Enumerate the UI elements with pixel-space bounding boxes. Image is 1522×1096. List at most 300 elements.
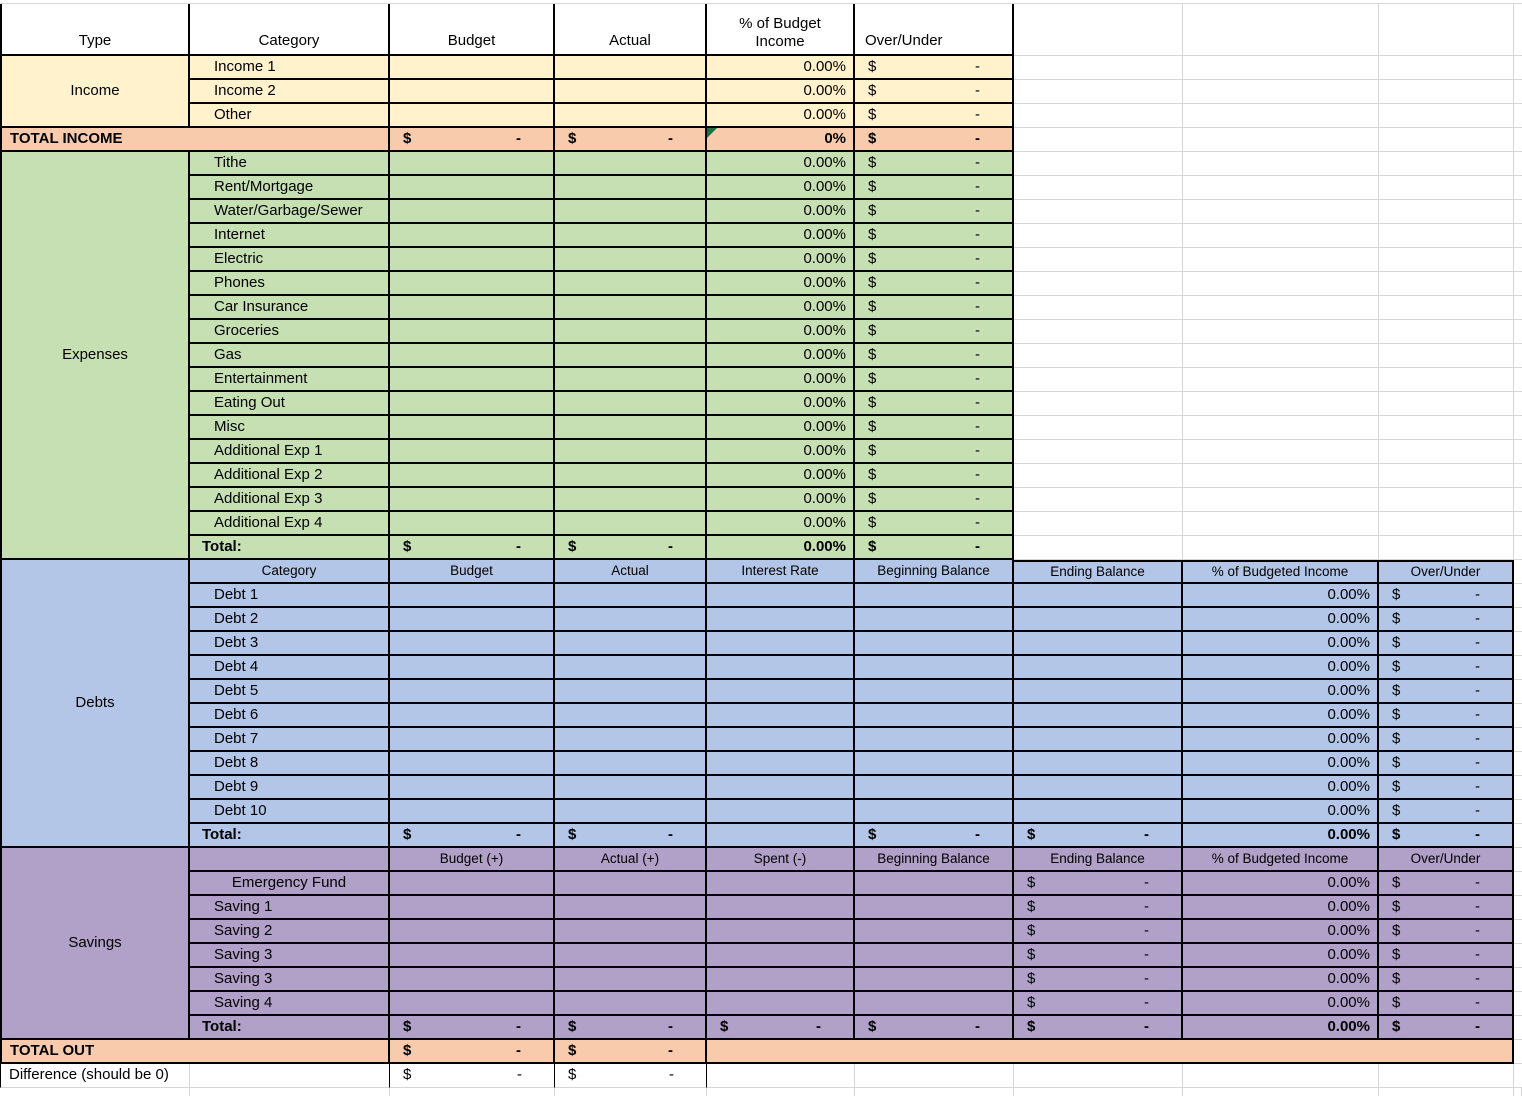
row-entertainment-label[interactable]: Entertainment: [190, 368, 390, 392]
empty-cell[interactable]: [190, 1088, 390, 1096]
row-debt-3-pct[interactable]: 0.00%: [1183, 632, 1379, 656]
row-debt-4-pct[interactable]: 0.00%: [1183, 656, 1379, 680]
row-other-label[interactable]: Other: [190, 104, 390, 128]
debts-header-budget[interactable]: Budget: [390, 560, 555, 584]
row-saving-3-cell[interactable]: [707, 968, 855, 992]
empty-cell[interactable]: [1183, 1064, 1379, 1088]
row-debt-2-cell[interactable]: [707, 608, 855, 632]
empty-cell[interactable]: [1183, 440, 1379, 464]
row-debt-8-cell[interactable]: [390, 752, 555, 776]
row-saving-4-label[interactable]: Saving 4: [190, 992, 390, 1016]
row-additional-exp-3-pct[interactable]: 0.00%: [707, 488, 855, 512]
row-additional-exp-1-pct[interactable]: 0.00%: [707, 440, 855, 464]
savings-total-value[interactable]: [1014, 1016, 1183, 1040]
empty-cell[interactable]: [1514, 176, 1522, 200]
empty-cell[interactable]: [1183, 368, 1379, 392]
row-debt-8-cell[interactable]: [1014, 752, 1183, 776]
row-phones-label[interactable]: Phones: [190, 272, 390, 296]
row-debt-10-over-under[interactable]: [1379, 800, 1514, 824]
empty-cell[interactable]: [1014, 488, 1183, 512]
debts-total-over-under[interactable]: [1379, 824, 1514, 848]
row-emergency-fund-label[interactable]: Emergency Fund: [190, 872, 390, 896]
empty-cell[interactable]: [707, 1064, 855, 1088]
row-debt-2-over-under[interactable]: [1379, 608, 1514, 632]
empty-cell[interactable]: [1514, 656, 1522, 680]
row-debt-1-cell[interactable]: [707, 584, 855, 608]
empty-cell[interactable]: [1014, 200, 1183, 224]
total-income-label[interactable]: TOTAL INCOME: [0, 128, 390, 152]
row-income-1-budget[interactable]: [390, 56, 555, 80]
row-additional-exp-2-over-under[interactable]: [855, 464, 1014, 488]
savings-header-of-budgeted-income[interactable]: % of Budgeted Income: [1183, 848, 1379, 872]
row-debt-4-cell[interactable]: [555, 656, 707, 680]
empty-cell[interactable]: [1183, 1088, 1379, 1096]
row-tithe-actual[interactable]: [555, 152, 707, 176]
empty-cell[interactable]: [1183, 104, 1379, 128]
row-electric-over-under[interactable]: [855, 248, 1014, 272]
row-debt-3-cell[interactable]: [390, 632, 555, 656]
empty-cell[interactable]: [1514, 4, 1522, 56]
debts-header-beginning-balance[interactable]: Beginning Balance: [855, 560, 1014, 584]
row-tithe-over-under[interactable]: [855, 152, 1014, 176]
row-misc-over-under[interactable]: [855, 416, 1014, 440]
row-saving-3-label[interactable]: Saving 3: [190, 968, 390, 992]
row-saving-4-ending-balance[interactable]: [1014, 992, 1183, 1016]
empty-cell[interactable]: [1379, 248, 1514, 272]
empty-cell[interactable]: [1014, 104, 1183, 128]
empty-cell[interactable]: [1514, 824, 1522, 848]
row-car-insurance-pct[interactable]: 0.00%: [707, 296, 855, 320]
empty-cell[interactable]: [1014, 1088, 1183, 1096]
row-debt-10-label[interactable]: Debt 10: [190, 800, 390, 824]
row-saving-3-label[interactable]: Saving 3: [190, 944, 390, 968]
row-income-1-pct[interactable]: 0.00%: [707, 56, 855, 80]
empty-cell[interactable]: [1183, 4, 1379, 56]
empty-cell[interactable]: [1514, 488, 1522, 512]
empty-cell[interactable]: [1379, 1088, 1514, 1096]
row-misc-actual[interactable]: [555, 416, 707, 440]
row-debt-7-cell[interactable]: [707, 728, 855, 752]
empty-cell[interactable]: [1514, 152, 1522, 176]
savings-header-spent[interactable]: Spent (-): [707, 848, 855, 872]
total-income-actual[interactable]: [555, 128, 707, 152]
row-saving-2-label[interactable]: Saving 2: [190, 920, 390, 944]
row-debt-4-cell[interactable]: [707, 656, 855, 680]
row-saving-3-cell[interactable]: [707, 944, 855, 968]
empty-cell[interactable]: [1183, 512, 1379, 536]
empty-cell[interactable]: [1379, 56, 1514, 80]
empty-cell[interactable]: [1379, 368, 1514, 392]
empty-cell[interactable]: [1183, 272, 1379, 296]
row-saving-2-cell[interactable]: [707, 920, 855, 944]
section-debts-label[interactable]: Debts: [0, 560, 190, 848]
row-internet-pct[interactable]: 0.00%: [707, 224, 855, 248]
debts-header-ending-balance[interactable]: Ending Balance: [1014, 560, 1183, 584]
row-saving-4-pct[interactable]: 0.00%: [1183, 992, 1379, 1016]
empty-cell[interactable]: [1379, 416, 1514, 440]
row-debt-6-over-under[interactable]: [1379, 704, 1514, 728]
empty-cell[interactable]: [1514, 464, 1522, 488]
empty-cell[interactable]: [1183, 392, 1379, 416]
empty-cell[interactable]: [1014, 152, 1183, 176]
empty-cell[interactable]: [1183, 248, 1379, 272]
empty-cell[interactable]: [1183, 488, 1379, 512]
row-income-2-budget[interactable]: [390, 80, 555, 104]
row-debt-10-cell[interactable]: [390, 800, 555, 824]
row-debt-7-cell[interactable]: [555, 728, 707, 752]
row-saving-1-pct[interactable]: 0.00%: [1183, 896, 1379, 920]
header-budget[interactable]: Budget: [390, 4, 555, 56]
row-debt-1-label[interactable]: Debt 1: [190, 584, 390, 608]
savings-total-value[interactable]: [390, 1016, 555, 1040]
row-misc-pct[interactable]: 0.00%: [707, 416, 855, 440]
row-entertainment-actual[interactable]: [555, 368, 707, 392]
total-out-actual[interactable]: [555, 1040, 707, 1064]
empty-cell[interactable]: [1514, 992, 1522, 1016]
empty-cell[interactable]: [1514, 536, 1522, 560]
empty-cell[interactable]: [1183, 224, 1379, 248]
expenses-total-actual[interactable]: [555, 536, 707, 560]
row-debt-7-pct[interactable]: 0.00%: [1183, 728, 1379, 752]
header-actual[interactable]: Actual: [555, 4, 707, 56]
row-debt-10-cell[interactable]: [855, 800, 1014, 824]
row-groceries-label[interactable]: Groceries: [190, 320, 390, 344]
row-debt-8-cell[interactable]: [707, 752, 855, 776]
empty-cell[interactable]: [1379, 512, 1514, 536]
empty-cell[interactable]: [1514, 1088, 1522, 1096]
empty-cell[interactable]: [1379, 224, 1514, 248]
row-additional-exp-1-budget[interactable]: [390, 440, 555, 464]
row-debt-4-over-under[interactable]: [1379, 656, 1514, 680]
row-debt-1-over-under[interactable]: [1379, 584, 1514, 608]
difference-actual[interactable]: [555, 1064, 707, 1088]
empty-cell[interactable]: [1014, 536, 1183, 560]
row-additional-exp-3-label[interactable]: Additional Exp 3: [190, 488, 390, 512]
empty-cell[interactable]: [1379, 488, 1514, 512]
row-additional-exp-4-over-under[interactable]: [855, 512, 1014, 536]
row-debt-3-cell[interactable]: [707, 632, 855, 656]
debts-total-interest-blank[interactable]: [707, 824, 855, 848]
row-eating-out-label[interactable]: Eating Out: [190, 392, 390, 416]
debts-header-over-under[interactable]: Over/Under: [1379, 560, 1514, 584]
empty-cell[interactable]: [1379, 272, 1514, 296]
empty-cell[interactable]: [1014, 1064, 1183, 1088]
empty-cell[interactable]: [1514, 344, 1522, 368]
row-income-2-pct[interactable]: 0.00%: [707, 80, 855, 104]
empty-cell[interactable]: [1014, 440, 1183, 464]
empty-cell[interactable]: [1514, 680, 1522, 704]
empty-cell[interactable]: [1379, 344, 1514, 368]
row-debt-9-over-under[interactable]: [1379, 776, 1514, 800]
total-out-budget[interactable]: [390, 1040, 555, 1064]
empty-cell[interactable]: [1183, 128, 1379, 152]
row-saving-3-cell[interactable]: [555, 968, 707, 992]
debts-header-category[interactable]: Category: [190, 560, 390, 584]
row-debt-6-cell[interactable]: [707, 704, 855, 728]
row-debt-6-cell[interactable]: [1014, 704, 1183, 728]
empty-cell[interactable]: [1514, 584, 1522, 608]
empty-cell[interactable]: [1379, 176, 1514, 200]
row-additional-exp-2-budget[interactable]: [390, 464, 555, 488]
empty-cell[interactable]: [1514, 776, 1522, 800]
row-debt-2-label[interactable]: Debt 2: [190, 608, 390, 632]
row-debt-10-cell[interactable]: [555, 800, 707, 824]
empty-cell[interactable]: [1514, 848, 1522, 872]
row-electric-actual[interactable]: [555, 248, 707, 272]
row-debt-8-cell[interactable]: [855, 752, 1014, 776]
section-savings-label[interactable]: Savings: [0, 848, 190, 1040]
savings-header-ending-balance[interactable]: Ending Balance: [1014, 848, 1183, 872]
row-saving-4-over-under[interactable]: [1379, 992, 1514, 1016]
savings-header-beginning-balance[interactable]: Beginning Balance: [855, 848, 1014, 872]
empty-cell[interactable]: [1014, 296, 1183, 320]
difference-budget[interactable]: [390, 1064, 555, 1088]
empty-cell[interactable]: [1514, 872, 1522, 896]
row-other-budget[interactable]: [390, 104, 555, 128]
total-income-over-under[interactable]: [855, 128, 1014, 152]
empty-cell[interactable]: [1514, 56, 1522, 80]
row-other-over-under[interactable]: [855, 104, 1014, 128]
row-debt-8-over-under[interactable]: [1379, 752, 1514, 776]
row-car-insurance-budget[interactable]: [390, 296, 555, 320]
row-debt-6-cell[interactable]: [555, 704, 707, 728]
empty-cell[interactable]: [1183, 80, 1379, 104]
row-saving-4-cell[interactable]: [707, 992, 855, 1016]
debts-total-actual[interactable]: [555, 824, 707, 848]
row-debt-8-label[interactable]: Debt 8: [190, 752, 390, 776]
row-saving-3-pct[interactable]: 0.00%: [1183, 968, 1379, 992]
empty-cell[interactable]: [1379, 4, 1514, 56]
empty-cell[interactable]: [1183, 464, 1379, 488]
empty-cell[interactable]: [1514, 104, 1522, 128]
row-debt-8-cell[interactable]: [555, 752, 707, 776]
row-saving-1-cell[interactable]: [707, 896, 855, 920]
row-income-1-over-under[interactable]: [855, 56, 1014, 80]
row-electric-budget[interactable]: [390, 248, 555, 272]
empty-cell[interactable]: [1379, 200, 1514, 224]
row-debt-5-cell[interactable]: [855, 680, 1014, 704]
row-debt-9-label[interactable]: Debt 9: [190, 776, 390, 800]
empty-cell[interactable]: [1514, 920, 1522, 944]
empty-cell[interactable]: [1514, 752, 1522, 776]
row-saving-1-ending-balance[interactable]: [1014, 896, 1183, 920]
row-entertainment-over-under[interactable]: [855, 368, 1014, 392]
row-debt-7-over-under[interactable]: [1379, 728, 1514, 752]
row-debt-4-label[interactable]: Debt 4: [190, 656, 390, 680]
row-additional-exp-3-actual[interactable]: [555, 488, 707, 512]
row-debt-8-pct[interactable]: 0.00%: [1183, 752, 1379, 776]
empty-cell[interactable]: [1514, 632, 1522, 656]
row-debt-2-cell[interactable]: [555, 608, 707, 632]
row-saving-3-cell[interactable]: [855, 968, 1014, 992]
row-gas-actual[interactable]: [555, 344, 707, 368]
debts-total-budget[interactable]: [390, 824, 555, 848]
row-income-2-over-under[interactable]: [855, 80, 1014, 104]
row-saving-1-cell[interactable]: [555, 896, 707, 920]
row-emergency-fund-cell[interactable]: [390, 872, 555, 896]
empty-cell[interactable]: [1379, 80, 1514, 104]
savings-total-value[interactable]: [555, 1016, 707, 1040]
row-debt-7-label[interactable]: Debt 7: [190, 728, 390, 752]
row-saving-3-pct[interactable]: 0.00%: [1183, 944, 1379, 968]
row-debt-3-label[interactable]: Debt 3: [190, 632, 390, 656]
empty-cell[interactable]: [1379, 464, 1514, 488]
empty-cell[interactable]: [1183, 296, 1379, 320]
total-income-pct[interactable]: [707, 128, 855, 152]
empty-cell[interactable]: [1514, 608, 1522, 632]
header-category[interactable]: Category: [190, 4, 390, 56]
empty-cell[interactable]: [1514, 896, 1522, 920]
empty-cell[interactable]: [390, 1088, 555, 1096]
row-car-insurance-over-under[interactable]: [855, 296, 1014, 320]
row-debt-1-pct[interactable]: 0.00%: [1183, 584, 1379, 608]
row-income-1-label[interactable]: Income 1: [190, 56, 390, 80]
row-water-garbage-sewer-over-under[interactable]: [855, 200, 1014, 224]
row-eating-out-actual[interactable]: [555, 392, 707, 416]
empty-cell[interactable]: [1014, 224, 1183, 248]
total-out-merged-blank[interactable]: [707, 1040, 1514, 1064]
total-out-label[interactable]: TOTAL OUT: [0, 1040, 390, 1064]
debts-total-beginning-balance[interactable]: [855, 824, 1014, 848]
row-phones-pct[interactable]: 0.00%: [707, 272, 855, 296]
row-debt-2-cell[interactable]: [1014, 608, 1183, 632]
row-saving-1-cell[interactable]: [390, 896, 555, 920]
empty-cell[interactable]: [855, 1064, 1014, 1088]
row-tithe-budget[interactable]: [390, 152, 555, 176]
row-additional-exp-1-label[interactable]: Additional Exp 1: [190, 440, 390, 464]
row-rent-mortgage-budget[interactable]: [390, 176, 555, 200]
row-saving-2-cell[interactable]: [555, 920, 707, 944]
debts-header-actual[interactable]: Actual: [555, 560, 707, 584]
empty-cell[interactable]: [1514, 704, 1522, 728]
savings-total-value[interactable]: [707, 1016, 855, 1040]
row-emergency-fund-cell[interactable]: [707, 872, 855, 896]
empty-cell[interactable]: [0, 1088, 190, 1096]
savings-total-value[interactable]: [855, 1016, 1014, 1040]
row-debt-5-over-under[interactable]: [1379, 680, 1514, 704]
row-debt-5-label[interactable]: Debt 5: [190, 680, 390, 704]
row-emergency-fund-cell[interactable]: [855, 872, 1014, 896]
row-debt-5-cell[interactable]: [1014, 680, 1183, 704]
empty-cell[interactable]: [1014, 80, 1183, 104]
empty-cell[interactable]: [855, 1088, 1014, 1096]
row-debt-7-cell[interactable]: [1014, 728, 1183, 752]
empty-cell[interactable]: [1379, 296, 1514, 320]
row-rent-mortgage-actual[interactable]: [555, 176, 707, 200]
empty-cell[interactable]: [1514, 200, 1522, 224]
row-emergency-fund-cell[interactable]: [555, 872, 707, 896]
row-other-actual[interactable]: [555, 104, 707, 128]
row-debt-2-cell[interactable]: [855, 608, 1014, 632]
row-debt-2-cell[interactable]: [390, 608, 555, 632]
row-debt-3-cell[interactable]: [1014, 632, 1183, 656]
row-debt-9-cell[interactable]: [390, 776, 555, 800]
row-debt-6-cell[interactable]: [855, 704, 1014, 728]
empty-cell[interactable]: [1514, 416, 1522, 440]
empty-cell[interactable]: [1379, 440, 1514, 464]
row-additional-exp-2-actual[interactable]: [555, 464, 707, 488]
empty-cell[interactable]: [1514, 392, 1522, 416]
savings-total-label[interactable]: Total:: [190, 1016, 390, 1040]
row-debt-3-cell[interactable]: [855, 632, 1014, 656]
row-entertainment-pct[interactable]: 0.00%: [707, 368, 855, 392]
expenses-total-pct[interactable]: 0.00%: [707, 536, 855, 560]
row-debt-10-cell[interactable]: [707, 800, 855, 824]
empty-cell[interactable]: [1183, 344, 1379, 368]
row-groceries-actual[interactable]: [555, 320, 707, 344]
row-debt-5-cell[interactable]: [707, 680, 855, 704]
savings-total-pct[interactable]: 0.00%: [1183, 1016, 1379, 1040]
row-saving-4-cell[interactable]: [390, 992, 555, 1016]
row-debt-2-pct[interactable]: 0.00%: [1183, 608, 1379, 632]
row-debt-3-over-under[interactable]: [1379, 632, 1514, 656]
empty-cell[interactable]: [1514, 1016, 1522, 1040]
empty-cell[interactable]: [1183, 56, 1379, 80]
row-groceries-pct[interactable]: 0.00%: [707, 320, 855, 344]
row-debt-6-pct[interactable]: 0.00%: [1183, 704, 1379, 728]
header-type[interactable]: Type: [0, 4, 190, 56]
row-debt-9-cell[interactable]: [1014, 776, 1183, 800]
row-entertainment-budget[interactable]: [390, 368, 555, 392]
row-additional-exp-4-actual[interactable]: [555, 512, 707, 536]
row-water-garbage-sewer-pct[interactable]: 0.00%: [707, 200, 855, 224]
empty-cell[interactable]: [1183, 320, 1379, 344]
empty-cell[interactable]: [555, 1088, 707, 1096]
row-saving-1-label[interactable]: Saving 1: [190, 896, 390, 920]
row-saving-4-cell[interactable]: [555, 992, 707, 1016]
row-debt-5-cell[interactable]: [555, 680, 707, 704]
empty-cell[interactable]: [1379, 536, 1514, 560]
row-debt-10-pct[interactable]: 0.00%: [1183, 800, 1379, 824]
savings-header-over-under[interactable]: Over/Under: [1379, 848, 1514, 872]
empty-cell[interactable]: [1183, 416, 1379, 440]
empty-cell[interactable]: [707, 1088, 855, 1096]
empty-cell[interactable]: [1514, 800, 1522, 824]
expenses-total-over-under[interactable]: [855, 536, 1014, 560]
empty-cell[interactable]: [1014, 368, 1183, 392]
debts-header-interest-rate[interactable]: Interest Rate: [707, 560, 855, 584]
expenses-total-budget[interactable]: [390, 536, 555, 560]
row-rent-mortgage-pct[interactable]: 0.00%: [707, 176, 855, 200]
empty-cell[interactable]: [1014, 416, 1183, 440]
empty-cell[interactable]: [1514, 296, 1522, 320]
empty-cell[interactable]: [190, 1064, 390, 1088]
empty-cell[interactable]: [1014, 344, 1183, 368]
row-saving-3-ending-balance[interactable]: [1014, 944, 1183, 968]
header-over-under[interactable]: Over/Under: [855, 4, 1014, 56]
savings-header-blank[interactable]: [190, 848, 390, 872]
row-eating-out-over-under[interactable]: [855, 392, 1014, 416]
debts-header-of-budgeted-income[interactable]: % of Budgeted Income: [1183, 560, 1379, 584]
empty-cell[interactable]: [1014, 320, 1183, 344]
row-internet-budget[interactable]: [390, 224, 555, 248]
row-saving-1-cell[interactable]: [855, 896, 1014, 920]
row-misc-budget[interactable]: [390, 416, 555, 440]
empty-cell[interactable]: [1514, 320, 1522, 344]
header-pct-of-budget-income[interactable]: [707, 4, 855, 56]
row-debt-6-cell[interactable]: [390, 704, 555, 728]
row-internet-actual[interactable]: [555, 224, 707, 248]
row-saving-3-ending-balance[interactable]: [1014, 968, 1183, 992]
row-car-insurance-actual[interactable]: [555, 296, 707, 320]
row-debt-10-cell[interactable]: [1014, 800, 1183, 824]
savings-header-actual[interactable]: Actual (+): [555, 848, 707, 872]
empty-cell[interactable]: [1514, 560, 1522, 584]
empty-cell[interactable]: [1014, 248, 1183, 272]
row-saving-2-cell[interactable]: [855, 920, 1014, 944]
section-income-label[interactable]: Income: [0, 56, 190, 128]
empty-cell[interactable]: [1514, 1040, 1522, 1064]
